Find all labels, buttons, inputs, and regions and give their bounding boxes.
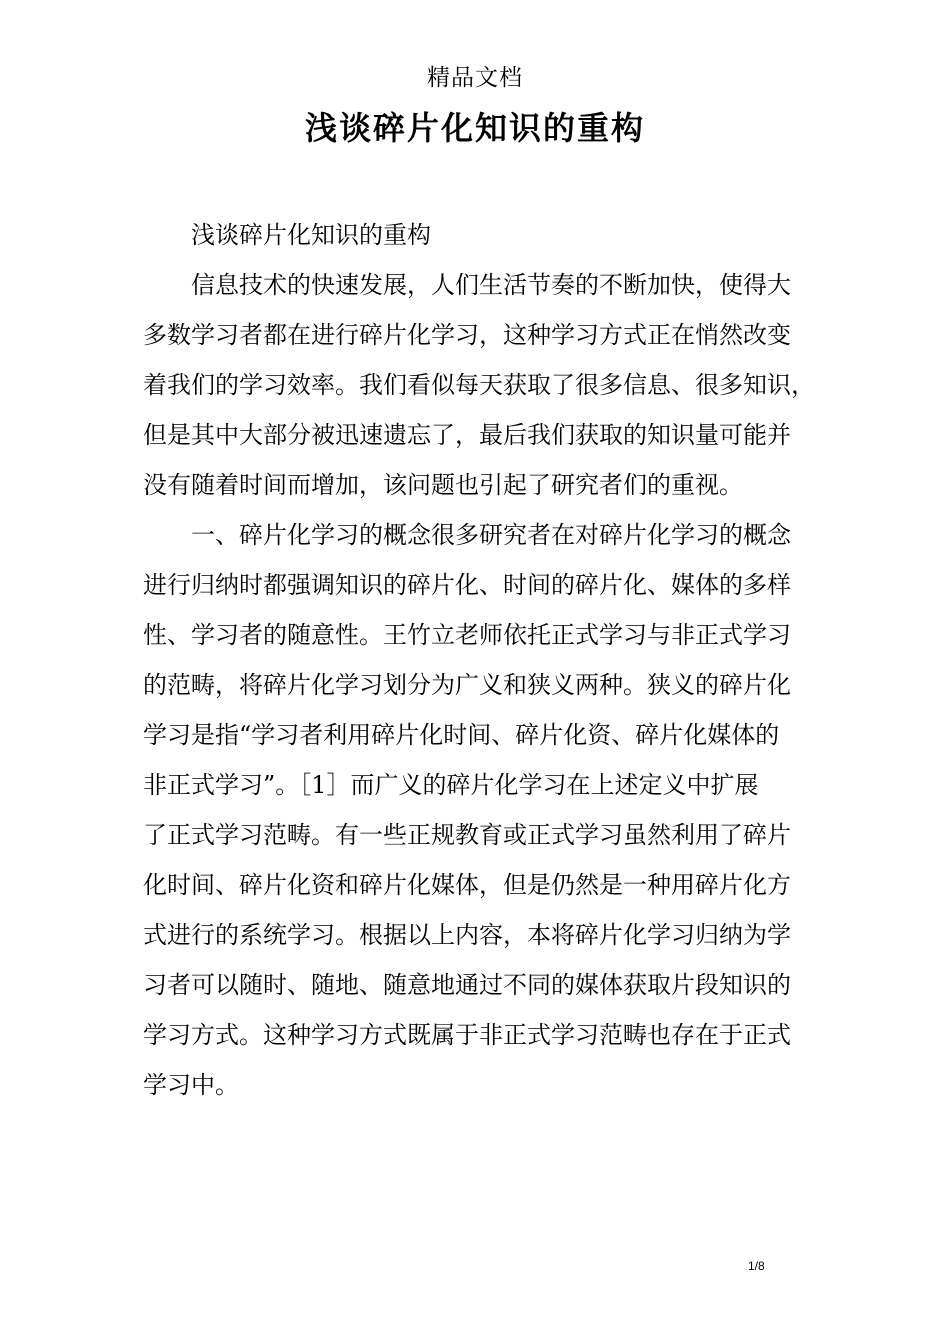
body-line: 非正式学习”。［1］而广义的碎片化学习在上述定义中扩展 xyxy=(143,771,759,799)
page-number: 1/8 xyxy=(748,1259,765,1273)
body-line: 了正式学习范畴。有一些正规教育或正式学习虽然利用了碎片 xyxy=(143,821,791,849)
body-line: 习者可以随时、随地、随意地通过不同的媒体获取片段知识的 xyxy=(143,971,791,999)
body-line: 但是其中大部分被迅速遗忘了，最后我们获取的知识量可能并 xyxy=(143,421,791,449)
body-line: 多数学习者都在进行碎片化学习，这种学习方式正在悄然改变 xyxy=(143,321,791,349)
document-body xyxy=(143,210,843,1110)
body-line: 式进行的系统学习。根据以上内容，本将碎片化学习归纳为学 xyxy=(143,921,791,949)
body-line: 性、学习者的随意性。王竹立老师依托正式学习与非正式学习 xyxy=(143,621,791,649)
body-line: 没有随着时间而增加，该问题也引起了研究者们的重视。 xyxy=(143,471,743,499)
body-line: 一、碎片化学习的概念很多研究者在对碎片化学习的概念 xyxy=(191,521,791,549)
body-line: 学习方式。这种学习方式既属于非正式学习范畴也存在于正式 xyxy=(143,1021,791,1049)
document-header-label: 精品文档 xyxy=(427,65,523,91)
body-line: 的范畴，将碎片化学习划分为广义和狭义两种。狭义的碎片化 xyxy=(143,671,791,699)
document-title: 浅谈碎片化知识的重构 xyxy=(304,109,645,147)
body-line: 浅谈碎片化知识的重构 xyxy=(191,221,431,249)
body-line: 进行归纳时都强调知识的碎片化、时间的碎片化、媒体的多样 xyxy=(143,571,791,599)
body-line: 学习中。 xyxy=(143,1071,239,1099)
body-line: 着我们的学习效率。我们看似每天获取了很多信息、很多知识， xyxy=(143,371,815,399)
body-line: 信息技术的快速发展，人们生活节奏的不断加快，使得大 xyxy=(191,271,791,299)
body-line: 学习是指“学习者利用碎片化时间、碎片化资、碎片化媒体的 xyxy=(143,721,780,749)
body-line: 化时间、碎片化资和碎片化媒体，但是仍然是一种用碎片化方 xyxy=(143,871,791,899)
